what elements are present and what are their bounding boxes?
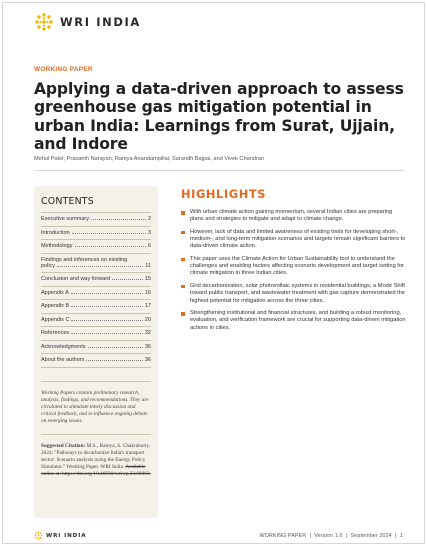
footer-logo-text: WRI INDIA (46, 532, 87, 539)
highlights-title: HIGHLIGHTS (181, 187, 267, 201)
bullet-icon (181, 231, 185, 235)
toc-item[interactable]: Introduction 3 (41, 226, 151, 240)
footer-meta: WORKING PAPER | Version 1.0 | September 2024 | 1 (259, 533, 403, 539)
toc-item[interactable]: Findings and inferences on existing policy 11 (41, 253, 151, 273)
logo-text: WRI INDIA (60, 15, 141, 29)
citation-text: M.S., Ramya, S. Chakraborty. 2024. "Pathways to decarbonize India's transport sector: Scenario analysis using the Energy Policy Simulator." Working Paper. WRI India. (41, 443, 151, 471)
working-paper-note: Working Papers contain preliminary research, analysis, findings, and recommendations. They are circulated to stimulate timely discussion and critical feedback, and to influence ongoing debate on emerging issues. (41, 381, 151, 425)
bullet-icon (181, 285, 185, 289)
highlight-item: Grid decarbonization, solar photovoltaic systems in residential buildings, a Mode Shift toward public transport, and wastewater treatment with gas capture demonstrated the highest potential for mitigation across the three cities. (181, 283, 407, 305)
toc-item[interactable]: References 32 (41, 326, 151, 340)
contents-sidebar (34, 186, 158, 518)
wri-logo (34, 12, 141, 32)
toc-item[interactable]: Appendix C 20 (41, 313, 151, 327)
citation-link[interactable]: Available online at: https://doi.org/10.46830/wriwp.23.00063. (41, 464, 151, 478)
highlight-item: With urban climate action gaining momentum, several Indian cities are preparing plans and strategies to mitigate and adapt to climate change. (181, 209, 407, 224)
highlight-item: This paper uses the Climate Action for Urban Sustainability tool to understand the challenges and enabling factors affecting scenario development and target setting for climate mitigation in three Indian cities. (181, 256, 407, 278)
suggested-citation (41, 434, 151, 478)
highlight-item: However, lack of data and limited awareness of existing tools for developing short-, medium-, and long-term mitigation scenarios and targets remain significant barriers to data-driven climate action. (181, 229, 407, 251)
header-divider (34, 170, 404, 171)
authors: Mehul Patel, Prasanth Narayan, Ramya Anandampillai, Sarandh Bajpai, and Vivek Chandran (34, 156, 264, 162)
toc-item[interactable]: Appendix B 17 (41, 299, 151, 313)
bullet-icon (181, 258, 185, 262)
contents-title: CONTENTS (41, 196, 94, 207)
citation-label: Suggested Citation: (41, 443, 86, 450)
table-of-contents (41, 212, 151, 368)
wri-logo-small-icon (34, 531, 43, 540)
toc-item[interactable]: Acknowledgments 36 (41, 340, 151, 354)
footer-logo (34, 531, 86, 540)
toc-item[interactable]: About the authors 36 (41, 353, 151, 368)
bullet-icon (181, 312, 185, 316)
toc-item[interactable]: Methodology 6 (41, 239, 151, 253)
document-type-label: WORKING PAPER (34, 66, 93, 73)
wri-logo-icon (34, 12, 54, 32)
toc-item[interactable]: Executive summary 2 (41, 212, 151, 226)
bullet-icon (181, 211, 185, 215)
highlights-list (181, 209, 407, 337)
toc-item[interactable]: Conclusion and way forward 15 (41, 272, 151, 286)
document-title: Applying a data-driven approach to assess greenhouse gas mitigation potential in urban India: Learnings from Surat, Ujjain, and Indore (34, 80, 404, 153)
highlight-item: Strengthening institutional and financial structures, and building a robust monitoring, evaluation, and verification framework are crucial for supporting data-driven mitigation actions in cities. (181, 310, 407, 332)
toc-item[interactable]: Appendix A 16 (41, 286, 151, 300)
